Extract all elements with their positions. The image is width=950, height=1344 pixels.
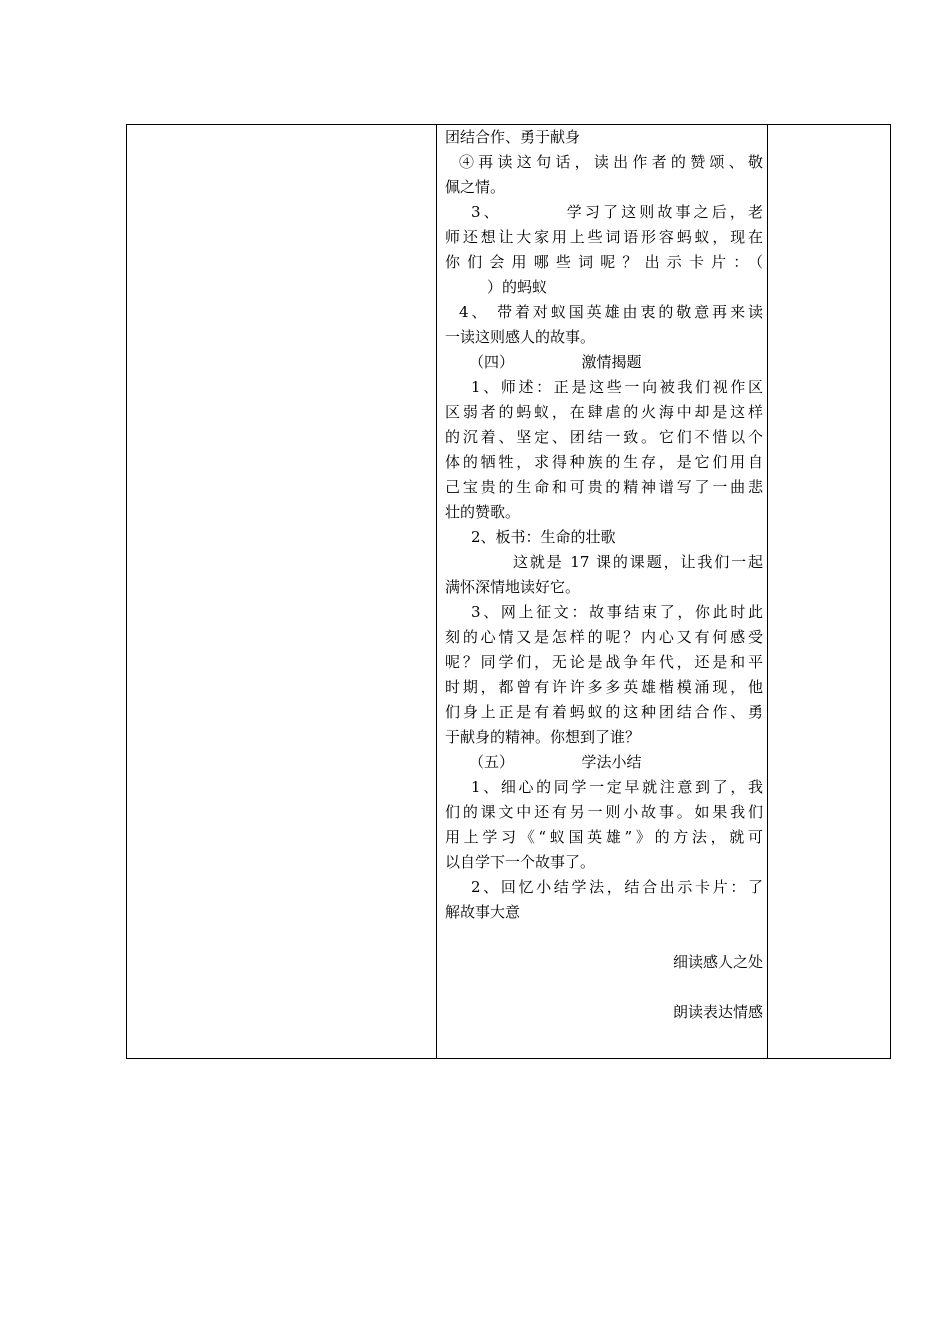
text-line: （五） 学法小结 [469, 753, 642, 771]
text-line [445, 925, 763, 950]
table-column-left [127, 125, 437, 1058]
lesson-text [445, 125, 763, 1025]
lesson-table [126, 124, 891, 1059]
text-line: 你们会用哪些词呢？出示卡片：（ [445, 253, 763, 271]
text-line: 细读感人之处 [672, 953, 763, 971]
text-line: ）的蚂蚁 [487, 278, 548, 296]
text-line: （四） 激情揭题 [469, 353, 642, 371]
text-line: 4、 带着对蚁国英雄由衷的敬意再来读 [459, 303, 763, 321]
text-line: 团结合作、勇于献身 [445, 128, 581, 146]
text-line: 己宝贵的生命和可贵的精神谱写了一曲悲 [445, 478, 763, 496]
text-line: 1、细心的同学一定早就注意到了，我 [471, 778, 763, 796]
text-line: 于献身的精神。你想到了谁？ [445, 728, 641, 746]
text-line: 以自学下一个故事了。 [445, 853, 596, 871]
text-line: 师还想让大家用上些词语形容蚂蚁，现在 [445, 228, 763, 246]
text-line: 2、板书：生命的壮歌 [471, 528, 616, 546]
text-line: ④再读这句话，读出作者的赞颂、敬 [459, 153, 763, 171]
text-line: 们身上正是有着蚂蚁的这种团结合作、勇 [445, 703, 763, 721]
text-line: 壮的赞歌。 [445, 503, 521, 521]
text-line: 刻的心情又是怎样的呢？内心又有何感受 [445, 628, 763, 646]
text-line: 区弱者的蚂蚁，在肆虐的火海中却是这样 [445, 403, 763, 421]
text-line: 时期，都曾有许许多多英雄楷模涌现，他 [445, 678, 763, 696]
table-column-right [768, 125, 890, 1058]
text-line: 3、 学习了这则故事之后，老 [471, 203, 763, 221]
text-line: 的沉着、坚定、团结一致。它们不惜以个 [445, 428, 763, 446]
text-line: 解故事大意 [445, 903, 521, 921]
text-line: 朗读表达情感 [672, 1003, 763, 1021]
text-line: 这就是 17 课的课题，让我们一起 [513, 553, 763, 571]
text-line: 3、网上征文：故事结束了，你此时此 [471, 603, 763, 621]
text-line: 体的牺牲，求得种族的生存，是它们用自 [445, 453, 763, 471]
text-line: 1、师述：正是这些一向被我们视作区 [471, 378, 763, 396]
table-column-middle [437, 125, 768, 1058]
text-line: 2、回忆小结学法，结合出示卡片：了 [471, 878, 763, 896]
text-line: 满怀深情地读好它。 [445, 578, 581, 596]
text-line: 们的课文中还有另一则小故事。如果我们 [445, 803, 763, 821]
text-line: 一读这则感人的故事。 [445, 328, 596, 346]
text-line [445, 975, 763, 1000]
text-line: 用上学习《“蚁国英雄”》的方法，就可 [445, 828, 763, 846]
text-line: 呢？同学们，无论是战争年代，还是和平 [445, 653, 763, 671]
text-line: 佩之情。 [445, 178, 506, 196]
